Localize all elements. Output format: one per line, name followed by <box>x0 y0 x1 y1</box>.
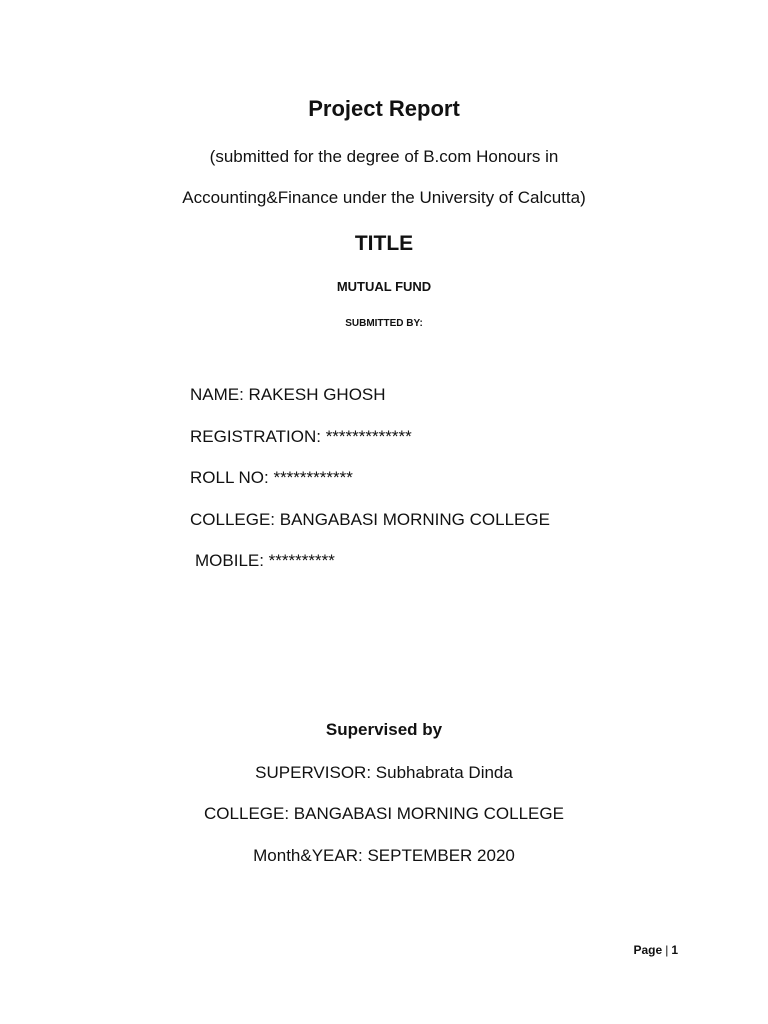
submission-month-year: Month&YEAR: SEPTEMBER 2020 <box>253 846 515 865</box>
supervised-by-heading: Supervised by <box>325 720 443 739</box>
student-mobile: MOBILE: ********** <box>195 551 335 570</box>
title-heading: TITLE <box>354 232 414 255</box>
report-title: Project Report <box>308 96 460 121</box>
student-registration: REGISTRATION: ************* <box>190 427 412 446</box>
page-label: Page <box>633 943 663 957</box>
supervisor-college: COLLEGE: BANGABASI MORNING COLLEGE <box>204 804 564 823</box>
page-footer <box>634 944 679 956</box>
submitted-by-label: SUBMITTED BY: <box>345 318 423 329</box>
page-separator: | <box>665 943 669 957</box>
subtitle-line-1: (submitted for the degree of B.com Honours in <box>209 147 559 166</box>
student-name: NAME: RAKESH GHOSH <box>190 385 386 404</box>
project-topic: MUTUAL FUND <box>336 279 432 294</box>
student-college: COLLEGE: BANGABASI MORNING COLLEGE <box>190 510 550 529</box>
subtitle-line-2: Accounting&Finance under the University of Calcutta) <box>182 188 586 207</box>
supervisor-name: SUPERVISOR: Subhabrata Dinda <box>255 763 513 782</box>
page-number: 1 <box>671 943 678 957</box>
student-roll-no: ROLL NO: ************ <box>190 468 353 487</box>
